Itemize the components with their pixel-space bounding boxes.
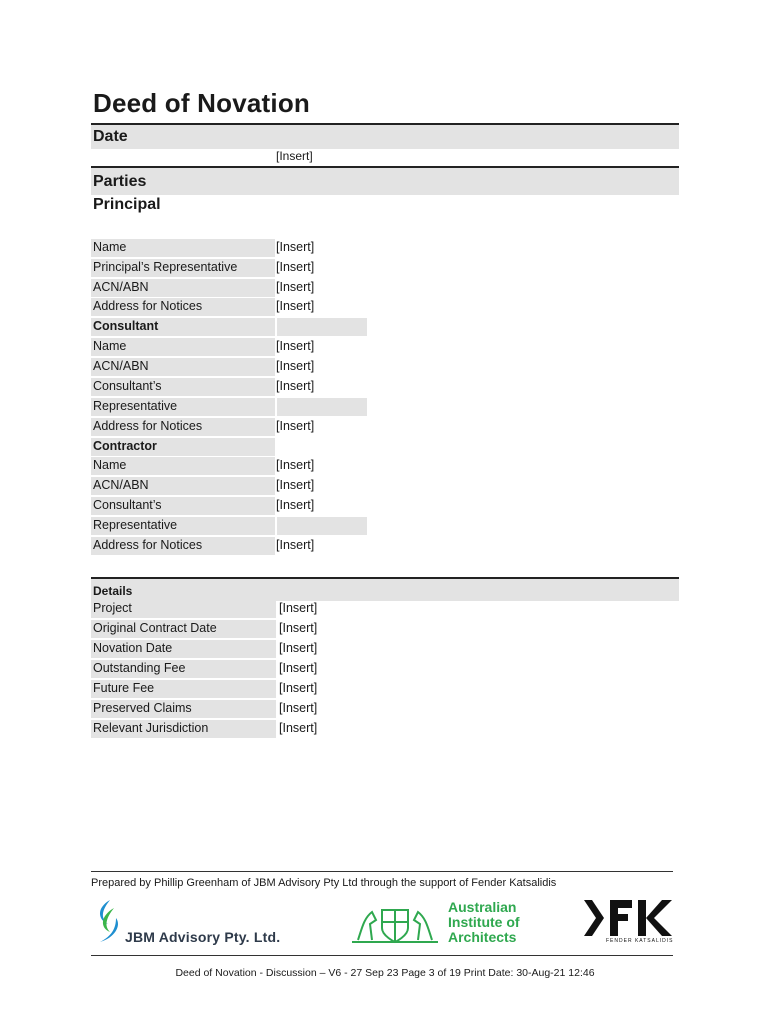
row-label: Principal’s Representative [91, 259, 275, 277]
prepared-by-note: Prepared by Phillip Greenham of JBM Advisory Pty Ltd through the support of Fender Katsalidis [91, 871, 673, 889]
row-label: Outstanding Fee [91, 660, 276, 678]
row-label: Address for Notices [91, 537, 275, 555]
row-value: [Insert] [279, 661, 318, 675]
row-value: [Insert] [276, 478, 315, 492]
row-value: [Insert] [279, 601, 318, 615]
jbm-swirl-icon [92, 898, 126, 948]
jbm-logo-text: JBM Advisory Pty. Ltd. [125, 929, 281, 945]
fk-monogram-icon [582, 898, 674, 938]
row-value: [Insert] [279, 721, 318, 735]
row-label: Novation Date [91, 640, 276, 658]
footer-divider [91, 955, 673, 956]
row-value: [Insert] [276, 419, 315, 433]
parties-section-header: Parties [91, 166, 679, 195]
row-label: Original Contract Date [91, 620, 276, 638]
aia-logo [350, 900, 550, 948]
row-label: ACN/ABN [91, 358, 275, 376]
row-label: Relevant Jurisdiction [91, 720, 276, 738]
principal-heading: Principal [93, 196, 161, 213]
row-value: [Insert] [276, 359, 315, 373]
row-value-blank [277, 398, 367, 416]
row-value: [Insert] [276, 538, 315, 552]
row-value: [Insert] [279, 621, 318, 635]
row-label: Consultant’s [91, 497, 275, 515]
row-label: Future Fee [91, 680, 276, 698]
row-value-blank [277, 318, 367, 336]
row-value: [Insert] [276, 260, 315, 274]
row-value-blank [277, 517, 367, 535]
row-value: [Insert] [276, 379, 315, 393]
aia-line-1: Australian [448, 899, 517, 915]
row-value: [Insert] [276, 498, 315, 512]
row-value: [Insert] [279, 641, 318, 655]
date-section-header: Date [91, 123, 679, 149]
row-label: ACN/ABN [91, 279, 275, 297]
aia-crest-icon [350, 900, 440, 946]
row-label: Name [91, 338, 275, 356]
row-label: Address for Notices [91, 418, 275, 436]
row-value: [Insert] [276, 299, 315, 313]
footer-page-info: Deed of Novation - Discussion – V6 - 27 Sep 23 Page 3 of 19 Print Date: 30-Aug-21 12:46 [175, 967, 595, 979]
date-value: [Insert] [276, 149, 313, 163]
aia-logo-text [448, 900, 520, 945]
row-value: [Insert] [279, 701, 318, 715]
row-label: Representative [91, 398, 275, 416]
row-value: [Insert] [276, 280, 315, 294]
row-label: Project [91, 600, 276, 618]
row-label: Representative [91, 517, 275, 535]
consultant-subheading: Consultant [91, 318, 275, 336]
document-title: Deed of Novation [93, 88, 310, 118]
row-label: Name [91, 457, 275, 475]
row-value: [Insert] [276, 339, 315, 353]
row-value: [Insert] [276, 458, 315, 472]
jbm-logo [92, 898, 312, 948]
row-label: Preserved Claims [91, 700, 276, 718]
row-value: [Insert] [279, 681, 318, 695]
row-label: Address for Notices [91, 298, 275, 316]
row-label: Name [91, 239, 275, 257]
aia-line-2: Institute of [448, 914, 520, 930]
fender-katsalidis-logo [582, 898, 674, 946]
row-label: Consultant’s [91, 378, 275, 396]
aia-line-3: Architects [448, 929, 517, 945]
row-value: [Insert] [276, 240, 315, 254]
row-label: ACN/ABN [91, 477, 275, 495]
fk-logo-text: FENDER KATSALIDIS [606, 938, 674, 944]
details-section-header: Details [91, 577, 679, 601]
contractor-subheading: Contractor [91, 438, 275, 456]
